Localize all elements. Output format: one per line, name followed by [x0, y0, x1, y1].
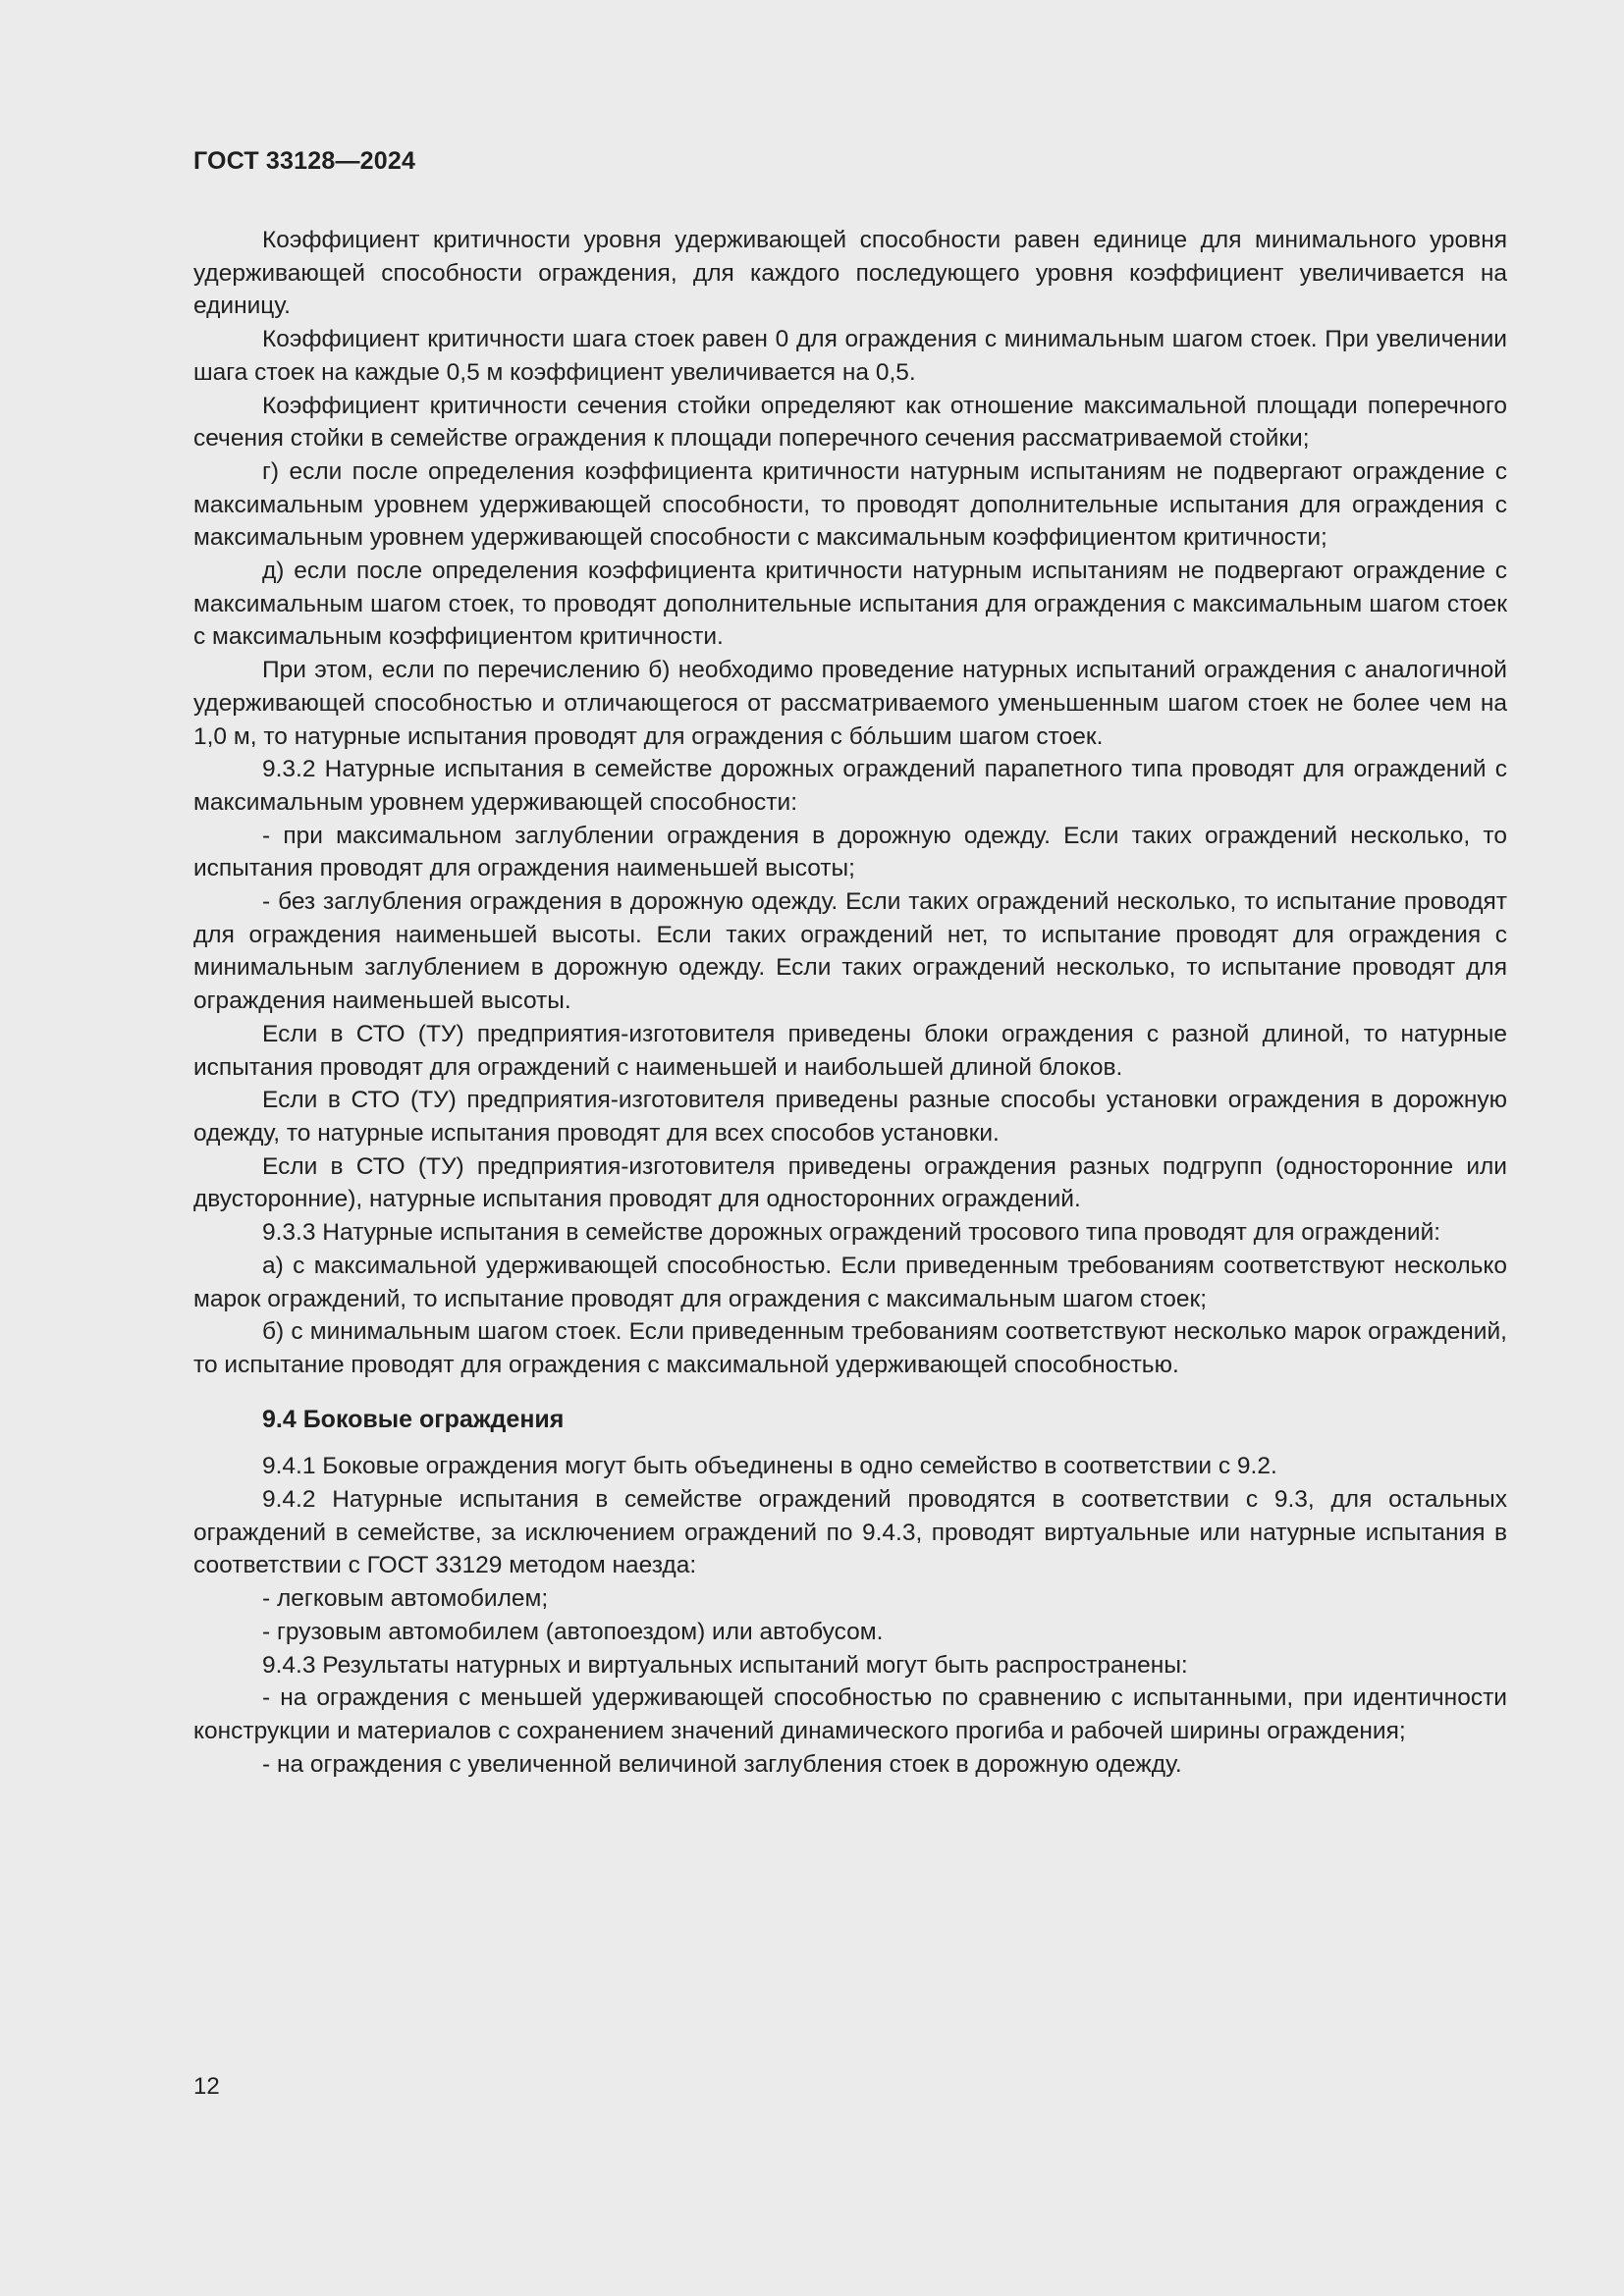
document-body — [193, 224, 1507, 1781]
document-header: ГОСТ 33128—2024 — [193, 147, 416, 175]
list-item-d: д) если после определения коэффициента критичности натурным испытаниям не подвергают ограждение с максимальным шагом стоек, то проводят дополнительные испытания для ограждения с максимальным шагом стоек с максимальным коэффициентом критичности. — [193, 558, 1507, 651]
clause-9-4-2: 9.4.2 Натурные испытания в семействе ограждений проводятся в соответствии с 9.3, для остальных ограждений в семействе, за исключением ограждений по 9.4.3, проводят виртуальные или натурные испытания в соответствии с ГОСТ 33129 методом наезда: — [193, 1486, 1507, 1579]
list-item-passenger-car: - легковым автомобилем; — [262, 1585, 549, 1613]
list-item-a: а) с максимальной удерживающей способностью. Если приведенным требованиям соответствуют несколько марок ограждений, то испытание проводят для ограждения с максимальным шагом стоек; — [193, 1252, 1507, 1312]
list-item-truck-bus: - грузовым автомобилем (автопоездом) или автобусом. — [262, 1618, 884, 1645]
clause-9-4-3: 9.4.3 Результаты натурных и виртуальных испытаний могут быть распространены: — [262, 1651, 1188, 1679]
section-title-9-4: 9.4 Боковые ограждения — [262, 1405, 565, 1433]
clause-9-4-1: 9.4.1 Боковые ограждения могут быть объединены в одно семейство в соответствии с 9.2. — [262, 1453, 1277, 1480]
paragraph-criticality-post-spacing: Коэффициент критичности шага стоек равен 0 для ограждения с минимальным шагом стоек. При увеличении шага стоек на каждые 0,5 м коэффициент увеличивается на 0,5. — [193, 326, 1507, 386]
list-item-max-embedment: - при максимальном заглублении ограждения в дорожную одежду. Если таких ограждений несколько, то испытания проводят для ограждения наименьшей высоты; — [193, 822, 1507, 882]
clause-9-3-2: 9.3.2 Натурные испытания в семействе дорожных ограждений парапетного типа проводят для ограждений с максимальным уровнем удерживающей способности: — [193, 756, 1507, 816]
page-number: 12 — [193, 2073, 220, 2100]
paragraph-criticality-section: Коэффициент критичности сечения стойки определяют как отношение максимальной площади поперечного сечения стойки в семействе ограждения к площади поперечного сечения рассматриваемой стойки; — [193, 392, 1507, 453]
list-item-lower-containment: - на ограждения с меньшей удерживающей способностью по сравнению с испытанными, при идентичности конструкции и материалов с сохранением значений динамического прогиба и рабочей ширины ограждения; — [193, 1684, 1507, 1744]
paragraph-criticality-level: Коэффициент критичности уровня удерживающей способности равен единице для минимального уровня удерживающей способности ограждения, для каждого последующего уровня коэффициент увеличивается на единицу. — [193, 227, 1507, 320]
paragraph-installation-methods: Если в СТО (ТУ) предприятия-изготовителя приведены разные способы установки ограждения в дорожную одежду, то натурные испытания проводят для всех способов установки. — [193, 1087, 1507, 1147]
paragraph-post-spacing-note: При этом, если по перечислению б) необходимо проведение натурных испытаний ограждения с аналогичной удерживающей способностью и отличающегося от рассматриваемого уменьшенным шагом стоек не более чем на 1,0 м, то натурные испытания проводят для ограждения с бóльшим шагом стоек. — [193, 657, 1507, 750]
list-item-b: б) с минимальным шагом стоек. Если приведенным требованиям соответствуют несколько марок ограждений, то испытание проводят для ограждения с максимальной удерживающей способностью. — [193, 1318, 1507, 1378]
list-item-no-embedment: - без заглубления ограждения в дорожную одежду. Если таких ограждений несколько, то испытание проводят для ограждения наименьшей высоты. Если таких ограждений нет, то испытание проводят для ограждения с минимальным заглублением в дорожную одежду. Если таких ограждений несколько, то испытание проводят для ограждения наименьшей высоты. — [193, 888, 1507, 1015]
clause-9-3-3: 9.3.3 Натурные испытания в семействе дорожных ограждений тросового типа проводят для ограждений: — [262, 1219, 1441, 1247]
list-item-g: г) если после определения коэффициента критичности натурным испытаниям не подвергают ограждение с максимальным уровнем удерживающей способности, то проводят дополнительные испытания для ограждения с максимальным уровнем удерживающей способности с максимальным коэффициентом критичности; — [193, 457, 1507, 552]
paragraph-subgroups: Если в СТО (ТУ) предприятия-изготовителя приведены ограждения разных подгрупп (односторонние или двусторонние), натурные испытания проводят для односторонних ограждений. — [193, 1152, 1507, 1213]
paragraph-block-length: Если в СТО (ТУ) предприятия-изготовителя приведены блоки ограждения с разной длиной, то натурные испытания проводят для ограждений с наименьшей и наибольшей длиной блоков. — [193, 1020, 1507, 1081]
list-item-increased-embedment: - на ограждения с увеличенной величиной заглубления стоек в дорожную одежду. — [262, 1750, 1182, 1778]
